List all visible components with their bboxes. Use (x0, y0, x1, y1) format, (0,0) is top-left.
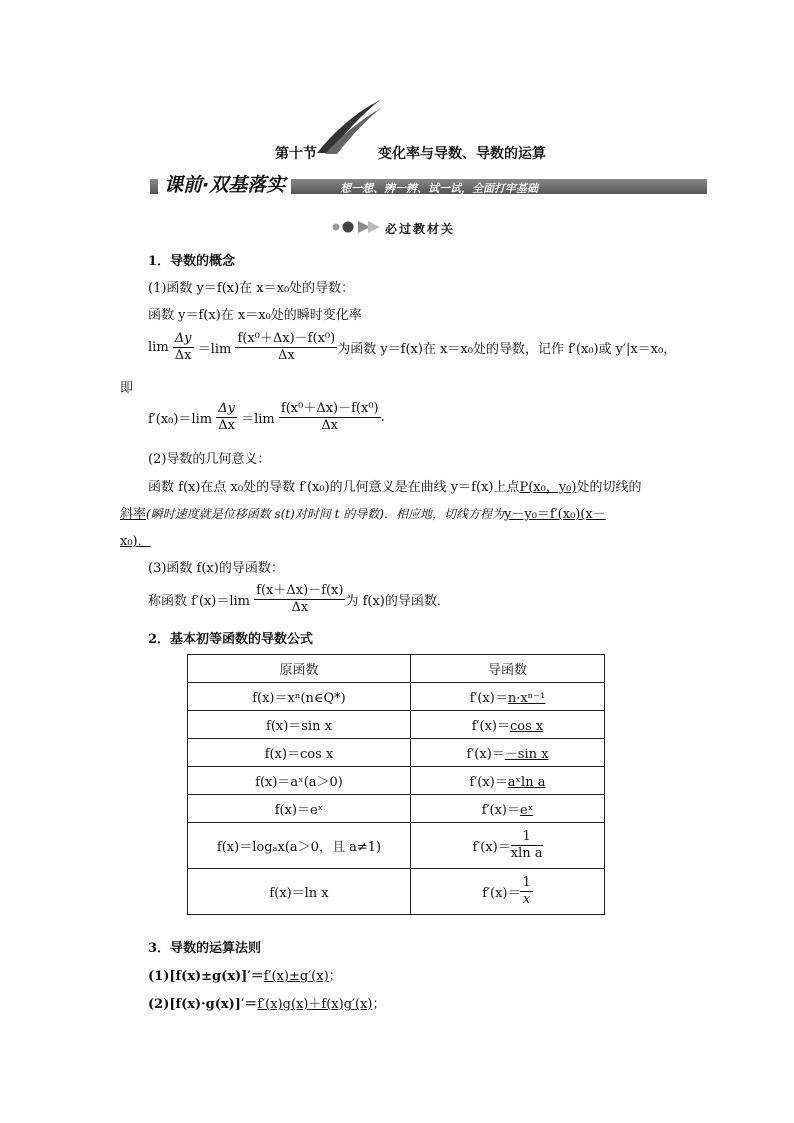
derivative-prefix: f′(x)＝ (481, 803, 521, 818)
fraction-denominator: Δx (321, 418, 339, 433)
heading-operation-rules: 3．导数的运算法则 (148, 941, 262, 956)
table-cell-derivative (411, 739, 605, 767)
fraction-denominator: Δx (174, 348, 192, 363)
eq-lim-text-2: ＝lim (241, 412, 275, 427)
text-p4-end: . (380, 410, 385, 425)
heading-derivative-formulas: 2．基本初等函数的导数公式 (148, 632, 314, 647)
lim-text: lim (148, 340, 169, 355)
eq-lim-text: ＝lim (197, 342, 232, 357)
formula-derivative-function (148, 583, 450, 616)
table-cell-derivative (411, 795, 605, 823)
table-cell-function: f(x)＝sin x (188, 711, 411, 739)
rule-sum (148, 965, 342, 984)
table-row (188, 823, 605, 869)
table-cell-function: f(x)＝cos x (188, 739, 411, 767)
header-swoosh-icon (315, 98, 385, 158)
derivative-table (187, 654, 605, 915)
text-p8: x₀)． (120, 534, 151, 549)
fraction-numerator: f(x⁰＋Δx)－f(x⁰) (237, 331, 336, 346)
rule-product-end: ； (372, 997, 386, 1012)
fraction-numerator: f(x⁰＋Δx)－f(x⁰) (280, 401, 379, 416)
formula-limit-2 (148, 401, 385, 434)
fraction-denominator: Δx (277, 348, 295, 363)
table-cell-function: f(x)＝xⁿ(n∈Q*) (188, 683, 411, 711)
section-number: 第十节 (275, 146, 317, 162)
fraction-difference-quotient-2 (279, 401, 381, 434)
text-p7b: (瞬时速度就是位移函数 s(t)对时间 t 的导数)．相应地，切线方程为 (146, 507, 504, 521)
table-cell-function: f(x)＝aˣ(a＞0) (188, 767, 411, 795)
rule-product-answer: f′(x)g(x)＋f(x)g′(x) (257, 997, 373, 1012)
table-row (188, 795, 605, 823)
text-p9: (3)函数 f(x)的导函数： (148, 561, 284, 576)
heading-derivative-concept: 1．导数的概念 (148, 254, 236, 269)
derivative-answer: cos x (510, 719, 544, 734)
rule-product (148, 993, 385, 1012)
text-p10a: 称函数 f′(x)＝lim (148, 594, 251, 609)
text-p3-tail: 为函数 y＝f(x)在 x＝x₀处的导数，记作 f′(x₀)或 y′|x＝x₀， (337, 342, 677, 357)
fraction-difference-quotient (235, 331, 337, 364)
derivative-prefix: f′(x)＝ (482, 886, 521, 901)
rule-sum-answer: f′(x)±g′(x) (263, 969, 329, 984)
text-p5: (2)导数的几何意义： (148, 452, 271, 467)
rule-sum-end: ； (328, 969, 342, 984)
table-cell-derivative (411, 683, 605, 711)
text-p6a: 函数 f(x)在点 x₀处的导数 f′(x₀)的几何意义是在曲线 y＝f(x)上点 (148, 480, 520, 495)
table-cell-function: f(x)＝logₐx(a＞0，且 a≠1) (188, 823, 411, 869)
fraction-dy-dx-2 (216, 401, 237, 434)
derivative-prefix: f′(x)＝ (469, 775, 508, 790)
point-p-underlined: P(x₀，y₀) (519, 480, 577, 495)
fraction-numerator: Δy (174, 331, 192, 346)
derivative-answer: eˣ (520, 803, 534, 818)
table-row (188, 711, 605, 739)
derivative-answer: n·xⁿ⁻¹ (507, 691, 546, 706)
table-header-derivative: 导函数 (411, 655, 605, 683)
table-header-row (188, 655, 605, 683)
text-p7 (120, 503, 606, 522)
fraction-denominator: Δx (218, 418, 235, 433)
fraction-answer (520, 875, 532, 908)
fraction-dy-dx (173, 331, 194, 364)
formula-limit-1 (148, 331, 676, 364)
text-p1: (1)函数 y＝f(x)在 x＝x₀处的导数： (148, 281, 355, 296)
table-row (188, 869, 605, 915)
text-ji: 即 (120, 381, 134, 396)
table-cell-derivative (411, 711, 605, 739)
text-p10b: 为 f(x)的导函数． (345, 594, 450, 609)
derivative-answer: －sin x (504, 747, 549, 762)
text-p2: 函数 y＝f(x)在 x＝x₀处的瞬时变化率 (148, 308, 362, 323)
fraction-derivative-function (254, 583, 345, 616)
banner-subtitle: 想一想、辨一辨、试一试，全面打牢基础 (340, 182, 538, 195)
rule-sum-lhs: (1)[f(x)±g(x)]′＝ (148, 969, 264, 984)
tangent-equation-underlined: y－y₀＝f′(x₀)(x－ (504, 507, 606, 522)
text-p6c: 处的切线的 (576, 480, 642, 495)
fraction-denominator: xln a (510, 846, 543, 861)
derivative-prefix: f′(x)＝ (469, 691, 508, 706)
text-p6 (148, 476, 641, 495)
fraction-numerator: 1 (511, 829, 543, 846)
fraction-numerator: 1 (522, 875, 531, 890)
derivative-prefix: f′(x)＝ (466, 747, 505, 762)
fraction-numerator: Δy (218, 401, 235, 416)
derivative-answer: aˣln a (507, 775, 546, 790)
banner-title: 课前·双基落实 (158, 170, 291, 197)
table-header-original: 原函数 (188, 655, 411, 683)
slope-underlined: 斜率 (120, 507, 147, 522)
fraction-numerator: f(x＋Δx)－f(x) (256, 583, 344, 598)
derivative-prefix: f′(x)＝ (471, 719, 510, 734)
section-badge: 必过教材关 (385, 222, 456, 236)
fraction-denominator: Δx (291, 600, 309, 615)
table-row (188, 767, 605, 795)
fraction-denominator: x (522, 892, 531, 907)
table-row (188, 739, 605, 767)
page-title: 变化率与导数、导数的运算 (378, 146, 546, 162)
table-cell-derivative (411, 869, 605, 915)
table-cell-derivative (411, 767, 605, 795)
rule-product-lhs: (2)[f(x)·g(x)]′＝ (148, 997, 258, 1012)
dots-icon (330, 219, 382, 235)
fraction-answer (511, 829, 543, 862)
table-cell-derivative (411, 823, 605, 869)
table-cell-function: f(x)＝eˣ (188, 795, 411, 823)
table-row (188, 683, 605, 711)
derivative-prefix: f′(x)＝ (472, 840, 511, 855)
text-p4-lead: f′(x₀)＝lim (148, 412, 213, 427)
table-cell-function: f(x)＝ln x (188, 869, 411, 915)
